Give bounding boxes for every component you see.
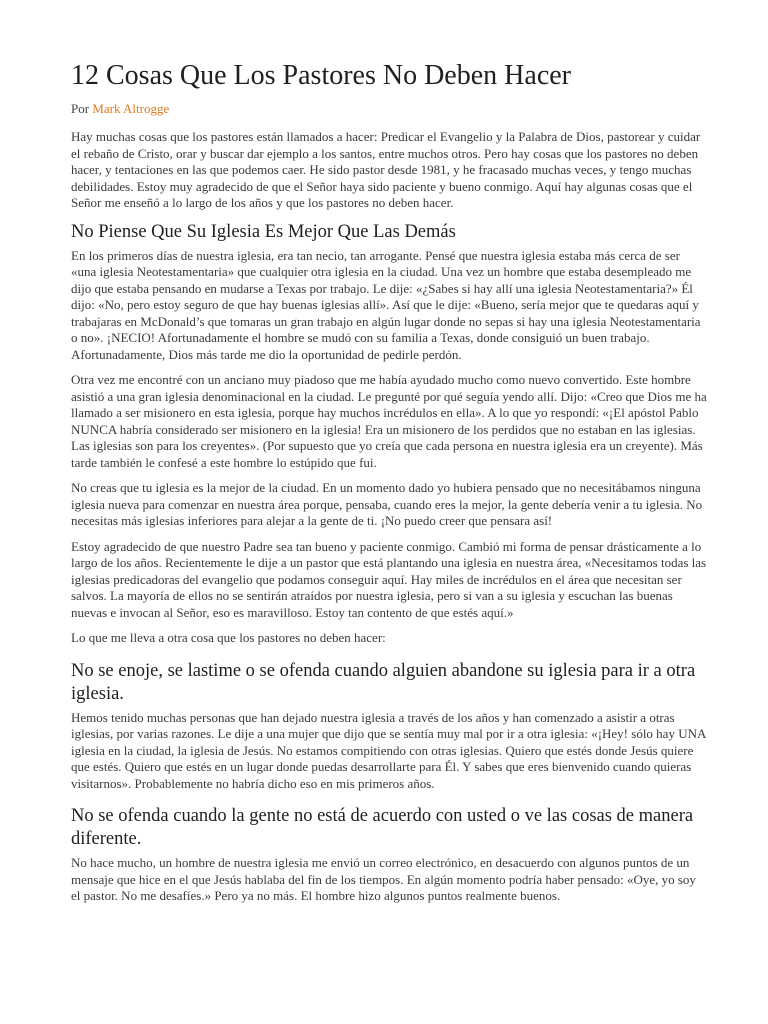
section-heading-2: No se enoje, se lastime o se ofenda cuando alguien abandone su iglesia para ir a otra iglesia. — [71, 660, 696, 704]
section-1-paragraph-5: Lo que me lleva a otra cosa que los pastores no deben hacer: — [71, 630, 386, 645]
byline-prefix: Por — [71, 101, 93, 116]
section-1-paragraph-4: Estoy agradecido de que nuestro Padre sea tan bueno y paciente conmigo. Cambió mi forma de pensar drásticamente a lo largo de los años. Recientemente le dije a un pastor que está plantando una iglesia en nuestra área, «Necesitamos todas las iglesias predicadoras del evangelio que podamos conseguir aquí. Hay miles de incrédulos en el área que necesitan ser salvos. La mayoría de ellos no se sentirán atraídos por nuestra iglesia, pero si van a su iglesia y escuchan las buenas nuevas e invocan al Señor, eso es maravilloso. Estoy tan contento de que estés aquí.» — [71, 538, 707, 620]
author-link[interactable]: Mark Altrogge — [92, 101, 170, 116]
section-1-paragraph-2: Otra vez me encontré con un anciano muy piadoso que me había ayudado mucho como nuevo convertido. Este hombre asistió a una gran iglesia denominacional en la ciudad. Le pregunté por qué seguía yendo allí. Dijo: «Creo que Dios me ha llamado a ser misionero en esta iglesia, porque hay muchos incrédulos en ella». A lo que yo respondí: «¡El apóstol Pablo NUNCA habría considerado ser misionero en la iglesia! Era un misionero de los perdidos que no estaban en las iglesias. Las iglesias son para los creyentes». (Por supuesto que yo creía que cada persona en nuestra iglesia era un creyente). Más tarde también le confesé a este hombre lo estúpido que fui. — [71, 372, 707, 470]
section-2-paragraph-1: Hemos tenido muchas personas que han dejado nuestra iglesia a través de los años y han comenzado a asistir a otras iglesias, por varias razones. Le dije a una mujer que dijo que se sentía muy mal por ir a otra iglesia: «¡Hey! sólo hay UNA iglesia en la ciudad, la iglesia de Jesús. No estamos compitiendo con otras iglesias. Quiero que estés donde Jesús quiere que estés. Quiero que estés en un lugar donde puedas desarrollarte para Él. Y sabes que eres bienvenido cuando quieras visitarnos». Probablemente no habría dicho eso en mis primeros años. — [71, 709, 706, 791]
section-1-paragraph-1: En los primeros días de nuestra iglesia, era tan necio, tan arrogante. Pensé que nuestra iglesia estaba más cerca de ser «una iglesia Neotestamentaria» que cualquier otra iglesia en la ciudad. Una vez un hombre que estaba desempleado me dijo que estaba pensando en mudarse a Texas por trabajo. Le dije: «¿Sabes si hay allí una iglesia Neotestamentaria?» Él dijo: «No, pero estoy seguro de que hay buenas iglesias allí». Así que le dije: «Bueno, sería mejor que te quedaras aquí y trabajaras en McDonald’s que tomaras un gran trabajo en algún lugar donde no sepas si hay una iglesia Neotestamentaria o no». ¡NECIO! Afortunadamente el hombre se mudó con su familia a Texas, donde consiguió un buen trabajo. Afortunadamente, Dios más tarde me dio la oportunidad de pedirle perdón. — [71, 247, 701, 362]
section-3-paragraph-1: No hace mucho, un hombre de nuestra iglesia me envió un correo electrónico, en desacuerdo con algunos puntos de un mensaje que hice en el que Jesús hablaba del fin de los tiempos. En algún momento podría haber pensado: «Oye, yo soy el pastor. No me desafíes.» Pero ya no más. El hombre hizo algunos puntos realmente buenos. — [71, 855, 696, 903]
byline — [71, 100, 707, 117]
article — [71, 58, 707, 914]
intro-paragraph: Hay muchas cosas que los pastores están llamados a hacer: Predicar el Evangelio y la Palabra de Dios, pastorear y cuidar el rebaño de Cristo, orar y buscar dar ejemplo a los santos, entre muchos otros. Pero hay cosas que los pastores no deben hacer, y tentaciones en las que podemos caer. He sido pastor desde 1981, y he fracasado muchas veces, y tengo muchas debilidades. Estoy muy agradecido de que el Señor haya sido paciente y bueno conmigo. Aquí hay algunas cosas que el Señor me enseñó a lo largo de los años y que los pastores no deben hacer. — [71, 129, 701, 210]
section-heading-1: No Piense Que Su Iglesia Es Mejor Que Las Demás — [71, 221, 456, 242]
section-heading-3: No se ofenda cuando la gente no está de acuerdo con usted o ve las cosas de manera diferente. — [71, 806, 694, 849]
page-title: 12 Cosas Que Los Pastores No Deben Hacer — [71, 60, 571, 91]
section-1-paragraph-3: No creas que tu iglesia es la mejor de la ciudad. En un momento dado yo hubiera pensado que no necesitábamos ninguna iglesia nueva para comenzar en nuestra área porque, pensaba, cuando eres la mejor, la gente debería venir a tu iglesia. No necesitas más iglesias inferiores para alejar a la gente de ti. ¡No puedo creer que pensara así! — [71, 480, 703, 528]
